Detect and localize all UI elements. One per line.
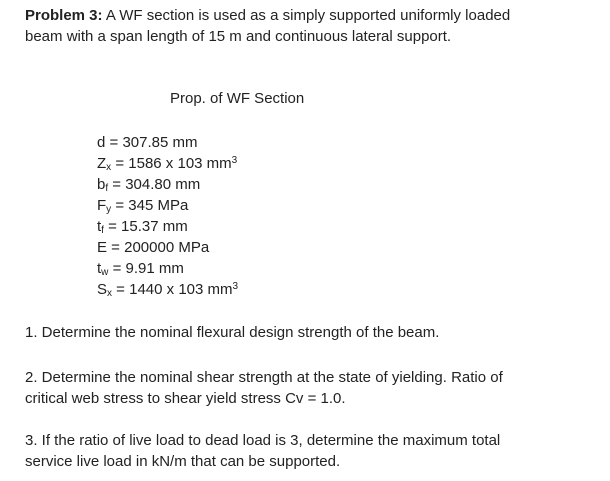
property-tw: $t_w = 9.91$ mm — [97, 260, 184, 278]
question-1-text: 1. Determine the nominal flexural design strength of the beam. — [25, 324, 440, 341]
question-3-line1: 3. If the ratio of live load to dead load is 3, determine the maximum total — [25, 432, 501, 449]
property-sx: $S_x = 1440$ x 103 $mm^3$ — [97, 281, 239, 299]
question-2-line2: critical web stress to shear yield stress Cv = 1.0. — [25, 390, 346, 407]
property-bf: $b_f = 304.80$ mm — [97, 176, 201, 194]
property-fy: $F_y = 345$ MPa — [97, 197, 189, 215]
properties-list — [97, 132, 238, 300]
property-zx: $Z_x = 1586$ x 103 $mm^3$ — [97, 155, 238, 173]
problem-statement-line2: beam with a span length of 15 m and continuous lateral support. — [25, 28, 452, 45]
property-d: d = 307.85 mm — [97, 134, 198, 151]
property-e: E = 200000 MPa — [97, 239, 210, 256]
question-1 — [25, 322, 585, 343]
question-3 — [25, 430, 585, 472]
problem-statement — [25, 5, 585, 47]
properties-title: Prop. of WF Section — [170, 90, 305, 107]
question-2-line1: 2. Determine the nominal shear strength at the state of yielding. Ratio of — [25, 369, 503, 386]
question-3-line2: service live load in kN/m that can be supported. — [25, 453, 341, 470]
property-tf: $t_f = 15.37$ mm — [97, 218, 188, 236]
question-2 — [25, 367, 585, 409]
problem-statement-line1: A WF section is used as a simply supported uniformly loaded — [102, 7, 511, 24]
problem-heading: Problem 3: — [25, 7, 103, 24]
